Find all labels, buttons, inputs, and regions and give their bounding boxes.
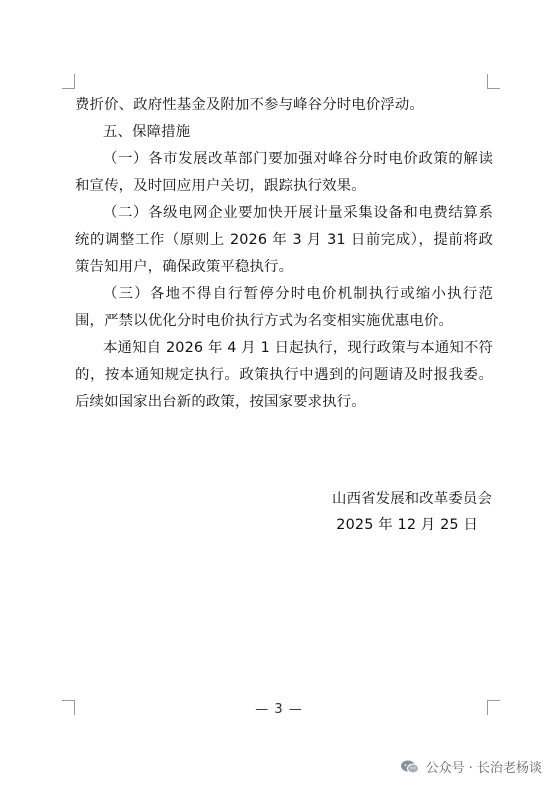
paragraph-item-1: （一）各市发展改革部门要加强对峰谷分时电价政策的解读和宣传，及时回应用户关切，跟踪执行效果。: [75, 151, 493, 194]
issue-date: 2025 年 12 月 25 日: [336, 517, 478, 533]
signature-block: [332, 486, 492, 538]
paragraph-effective-date: 本通知自 2026 年 4 月 1 日起执行，现行政策与本通知不符的，按本通知规定执行。政策执行中遇到的问题请及时报我委。后续如国家出台新的政策，按国家要求执行。: [75, 340, 493, 410]
top-left-crop-mark: [62, 74, 75, 89]
paragraph-continuation: 费折价、政府性基金及附加不参与峰谷分时电价浮动。: [75, 97, 424, 113]
top-right-crop-mark: [487, 74, 500, 89]
watermark-text: 公众号 · 长治老杨谈: [425, 761, 542, 776]
paragraph-item-2: （二）各级电网企业要加快开展计量采集设备和电费结算系统的调整工作（原则上 2026 年 3 月 31 日前完成），提前将政策告知用户，确保政策平稳执行。: [75, 205, 493, 275]
section-heading: 五、保障措施: [103, 124, 191, 140]
document-body: [75, 92, 493, 416]
issuer-name: 山西省发展和改革委员会: [332, 491, 492, 507]
wechat-icon: [400, 759, 420, 775]
paragraph-item-3: （三）各地不得自行暂停分时电价机制执行或缩小执行范围，严禁以优化分时电价执行方式为名变相实施优惠电价。: [75, 286, 493, 329]
watermark: [400, 757, 542, 776]
page-number: — 3 —: [255, 702, 303, 717]
